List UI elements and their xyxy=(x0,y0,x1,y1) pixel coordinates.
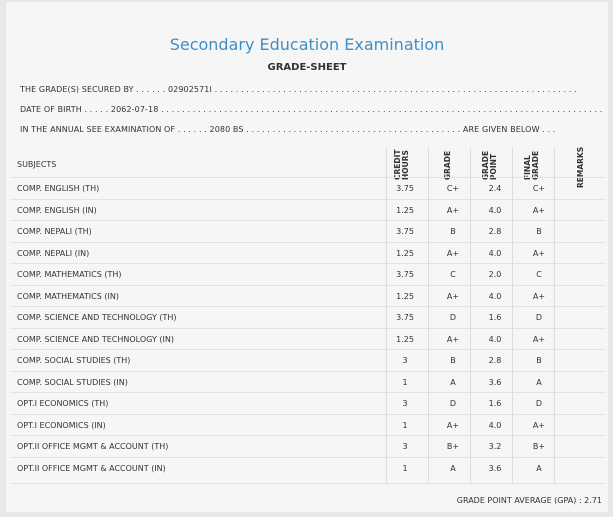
final-grade-cell: A+ xyxy=(532,334,546,344)
credit-hours-cell: 1 xyxy=(402,420,408,430)
final-grade-cell: D xyxy=(535,313,543,322)
credit-hours-cell: 1.25 xyxy=(396,205,414,215)
subject-cell: COMP. MATHEMATICS (IN) xyxy=(17,291,119,301)
grade-point-cell: 2.4 xyxy=(488,184,502,193)
final-grade-cell: C+ xyxy=(532,184,546,193)
grade-cell: B xyxy=(450,356,456,365)
final-grade-cell: A+ xyxy=(532,205,546,215)
grade-point-cell: 4.0 xyxy=(488,205,502,215)
credit-hours-cell: 3 xyxy=(402,442,408,451)
grade-cell: A xyxy=(450,377,456,387)
table-row xyxy=(10,306,606,328)
credit-hours-cell: 1.25 xyxy=(396,248,414,258)
credit-hours-cell: 1 xyxy=(402,377,408,387)
final-grade-cell: A+ xyxy=(532,248,546,258)
subject-cell: COMP. SCIENCE AND TECHNOLOGY (IN) xyxy=(17,334,174,344)
credit-hours-cell: 1.25 xyxy=(396,334,414,344)
grade-cell: B+ xyxy=(446,442,460,451)
subject-cell: COMP. ENGLISH (TH) xyxy=(17,184,100,193)
divider xyxy=(10,483,606,484)
grade-point-cell: 3.6 xyxy=(488,377,502,387)
final-grade-cell: B+ xyxy=(532,442,546,451)
column-header-grade-point: GRADE POINT xyxy=(481,150,498,180)
grade-point-cell: 4.0 xyxy=(488,334,502,344)
table-row xyxy=(10,199,606,221)
subject-cell: COMP. MATHEMATICS (TH) xyxy=(17,270,122,279)
table-row xyxy=(10,414,606,436)
grade-cell: B xyxy=(450,227,456,236)
final-grade-cell: A+ xyxy=(532,420,546,430)
exam-line: IN THE ANNUAL SEE EXAMINATION OF . . . . . . 2080 BS . . . . . . . . . . . . . . . . . . . . . . . . . . . . . . . . . . . . . . . . . ARE GIVEN BELOW . . . xyxy=(20,125,556,134)
grade-cell: D xyxy=(449,399,457,408)
page-subtitle: GRADE-SHEET xyxy=(267,62,347,73)
grade-point-cell: 3.6 xyxy=(488,463,502,473)
table-row xyxy=(10,349,606,371)
grade-cell: A+ xyxy=(446,420,460,430)
grade-cell: A+ xyxy=(446,334,460,344)
grade-point-cell: 2.8 xyxy=(488,356,502,365)
final-grade-cell: A xyxy=(536,377,542,387)
grade-secured-line: THE GRADE(S) SECURED BY . . . . . . 02902571I . . . . . . . . . . . . . . . . . . . . . . . . . . . . . . . . . . . . . . . . . . . . . . . . . . . . . . . . . . . . . . . . . . . . . xyxy=(20,85,577,94)
grade-point-cell: 4.0 xyxy=(488,248,502,258)
grade-cell: C xyxy=(450,270,456,279)
final-grade-cell: C xyxy=(536,270,542,279)
table-row xyxy=(10,457,606,479)
subject-cell: OPT.II OFFICE MGMT & ACCOUNT (TH) xyxy=(17,442,169,451)
subject-cell: COMP. SOCIAL STUDIES (IN) xyxy=(17,377,128,387)
table-row xyxy=(10,242,606,264)
subject-cell: COMP. SOCIAL STUDIES (TH) xyxy=(17,356,131,365)
grade-cell: A+ xyxy=(446,291,460,301)
grade-cell: D xyxy=(449,313,457,322)
grade-point-cell: 4.0 xyxy=(488,291,502,301)
subject-cell: OPT.I ECONOMICS (TH) xyxy=(17,399,109,408)
table-row xyxy=(10,220,606,242)
gpa-summary: GRADE POINT AVERAGE (GPA) : 2.71 xyxy=(456,496,602,505)
credit-hours-cell: 3 xyxy=(402,399,408,408)
table-row xyxy=(10,392,606,414)
subject-cell: COMP. NEPALI (TH) xyxy=(17,227,92,236)
final-grade-cell: A+ xyxy=(532,291,546,301)
grade-point-cell: 2.8 xyxy=(488,227,502,236)
table-row xyxy=(10,177,606,199)
table-row xyxy=(10,285,606,307)
grade-point-cell: 3.2 xyxy=(488,442,502,451)
subject-cell: OPT.II OFFICE MGMT & ACCOUNT (IN) xyxy=(17,463,166,473)
grade-point-cell: 1.6 xyxy=(488,313,502,322)
column-header-grade: GRADE xyxy=(443,150,452,180)
subject-cell: OPT.I ECONOMICS (IN) xyxy=(17,420,106,430)
table-row xyxy=(10,371,606,393)
date-of-birth-line: DATE OF BIRTH . . . . . 2062-07-18 . . . . . . . . . . . . . . . . . . . . . . . . . . . . . . . . . . . . . . . . . . . . . . . . . . . . . . . . . . . . . . . . . . . . . . . . . . . . . . . . . . . . xyxy=(20,105,603,114)
subject-cell: COMP. SCIENCE AND TECHNOLOGY (TH) xyxy=(17,313,177,322)
grade-cell: A+ xyxy=(446,205,460,215)
column-header-subjects: SUBJECTS xyxy=(17,160,57,169)
page-title: Secondary Education Examination xyxy=(169,35,445,54)
subject-cell: COMP. NEPALI (IN) xyxy=(17,248,90,258)
final-grade-cell: D xyxy=(535,399,543,408)
table-row xyxy=(10,328,606,350)
column-header-final-grade: FINAL GRADE xyxy=(523,150,540,180)
credit-hours-cell: 3.75 xyxy=(396,184,414,193)
column-header-remarks: REMARKS xyxy=(576,146,585,188)
credit-hours-cell: 3.75 xyxy=(396,313,414,322)
credit-hours-cell: 3.75 xyxy=(396,270,414,279)
grade-cell: C+ xyxy=(446,184,460,193)
credit-hours-cell: 3 xyxy=(402,356,408,365)
table-row xyxy=(10,263,606,285)
final-grade-cell: B xyxy=(536,227,542,236)
credit-hours-cell: 1.25 xyxy=(396,291,414,301)
subject-cell: COMP. ENGLISH (IN) xyxy=(17,205,97,215)
grade-point-cell: 4.0 xyxy=(488,420,502,430)
final-grade-cell: B xyxy=(536,356,542,365)
grade-point-cell: 1.6 xyxy=(488,399,502,408)
credit-hours-cell: 1 xyxy=(402,463,408,473)
column-header-credit-hours: CREDIT HOURS xyxy=(393,149,410,180)
table-row xyxy=(10,435,606,457)
final-grade-cell: A xyxy=(536,463,542,473)
grade-cell: A xyxy=(450,463,456,473)
grade-sheet xyxy=(6,2,608,512)
grade-point-cell: 2.0 xyxy=(488,270,502,279)
credit-hours-cell: 3.75 xyxy=(396,227,414,236)
grade-cell: A+ xyxy=(446,248,460,258)
